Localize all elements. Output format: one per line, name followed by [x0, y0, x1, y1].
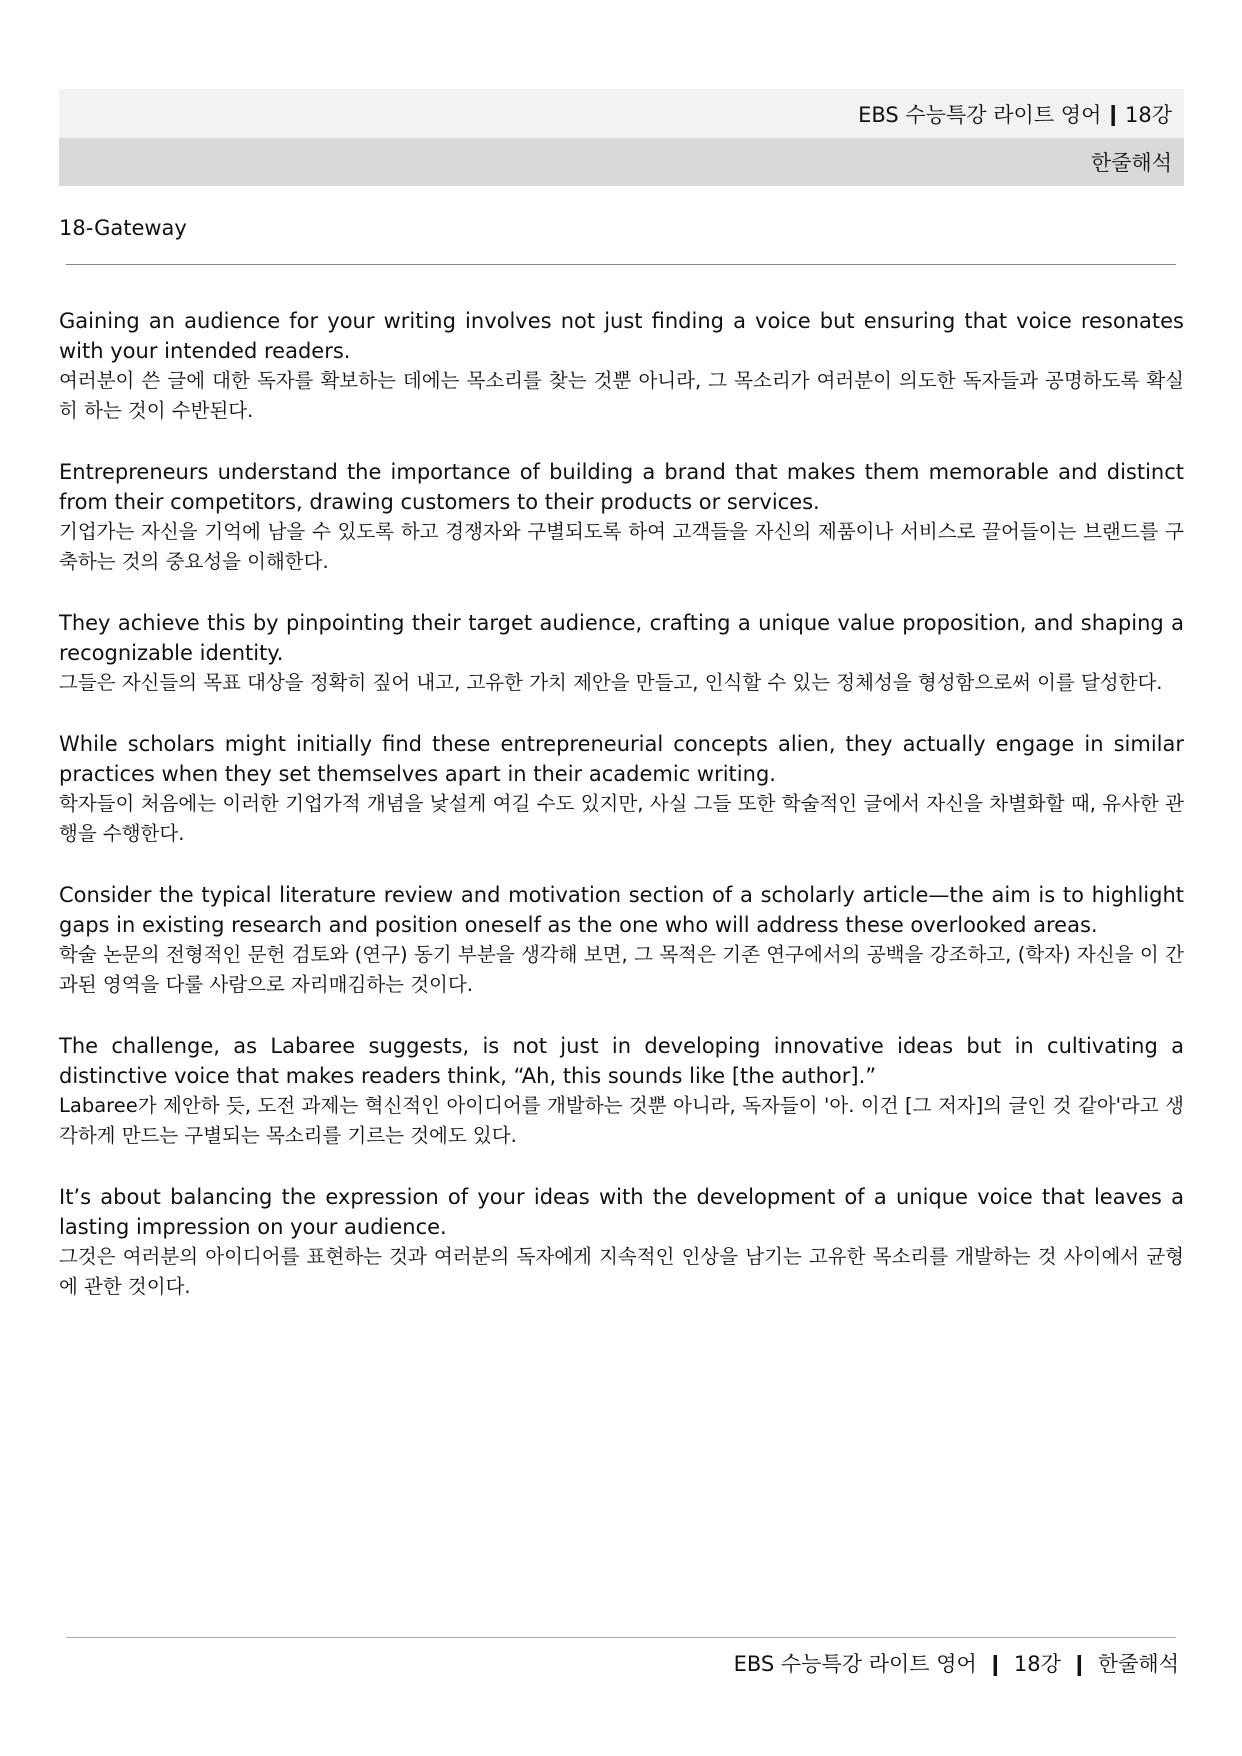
korean-translation-4: 학자들이 처음에는 이러한 기업가적 개념을 낯설게 여길 수도 있지만, 사실 그들 또한 학술적인 글에서 자신을 차별화할 때, 유사한 관행을 수행한다.: [59, 792, 1184, 845]
bottom-divider: [66, 1637, 1176, 1638]
header-lesson: 18강: [1124, 102, 1172, 127]
english-sentence-2: Entrepreneurs understand the importance of building a brand that makes them memorable and distinct from their competitors, drawing customers to their products or services.: [59, 460, 1184, 514]
korean-translation-2: 기업가는 자신을 기억에 남을 수 있도록 하고 경쟁자와 구별되도록 하여 고객들을 자신의 제품이나 서비스로 끌어들이는 브랜드를 구축하는 것의 중요성을 이해한다.: [59, 520, 1184, 573]
footer-separator-1: ❙: [986, 1652, 1005, 1676]
header-title-bar: [59, 89, 1184, 138]
footer-title: EBS 수능특강 라이트 영어: [733, 1652, 977, 1676]
english-sentence-3: They achieve this by pinpointing their target audience, crafting a unique value proposition, and shaping a recognizable identity.: [59, 611, 1184, 665]
paragraph-2: [59, 457, 1184, 577]
korean-translation-6: Labaree가 제안하 듯, 도전 과제는 혁신적인 아이디어를 개발하는 것뿐 아니라, 독자들이 '아. 이건 [그 저자]의 글인 것 같아'라고 생각하게 만드는 구별되는 목소리를 기르는 것에도 있다.: [59, 1094, 1184, 1147]
paragraph-1: [59, 306, 1184, 426]
header-separator: ❙: [1104, 101, 1122, 126]
footer-separator-2: ❙: [1070, 1652, 1089, 1676]
section-label: 18-Gateway: [59, 216, 187, 240]
page-footer: [734, 1648, 1179, 1678]
header-subtitle-bar: [59, 138, 1184, 186]
paragraph-3: [59, 608, 1184, 698]
content-body: [59, 306, 1184, 1333]
english-sentence-4: While scholars might initially find these entrepreneurial concepts alien, they actually engage in similar practices when they set themselves apart in their academic writing.: [59, 732, 1184, 786]
english-sentence-1: Gaining an audience for your writing involves not just finding a voice but ensuring that voice resonates with your intended readers.: [59, 309, 1184, 363]
footer-lesson: 18강: [1013, 1652, 1061, 1676]
top-divider: [66, 264, 1176, 265]
korean-translation-3: 그들은 자신들의 목표 대상을 정확히 짚어 내고, 고유한 가치 제안을 만들고, 인식할 수 있는 정체성을 형성함으로써 이를 달성한다.: [59, 671, 1163, 694]
paragraph-5: [59, 880, 1184, 1000]
korean-translation-5: 학술 논문의 전형적인 문헌 검토와 (연구) 동기 부분을 생각해 보면, 그 목적은 기존 연구에서의 공백을 강조하고, (학자) 자신을 이 간과된 영역을 다룰 사람으로 자리매김하는 것이다.: [59, 943, 1184, 996]
footer-subtitle: 한줄해석: [1097, 1652, 1179, 1676]
english-sentence-7: It’s about balancing the expression of your ideas with the development of a unique voice that leaves a lasting impression on your audience.: [59, 1185, 1184, 1239]
header-title: EBS 수능특강 라이트 영어: [858, 102, 1102, 127]
english-sentence-6: The challenge, as Labaree suggests, is not just in developing innovative ideas but in cultivating a distinctive voice that makes readers think, “Ah, this sounds like [the author].”: [59, 1034, 1184, 1088]
korean-translation-7: 그것은 여러분의 아이디어를 표현하는 것과 여러분의 독자에게 지속적인 인상을 남기는 고유한 목소리를 개발하는 것 사이에서 균형에 관한 것이다.: [59, 1245, 1184, 1298]
paragraph-4: [59, 729, 1184, 849]
korean-translation-1: 여러분이 쓴 글에 대한 독자를 확보하는 데에는 목소리를 찾는 것뿐 아니라, 그 목소리가 여러분이 의도한 독자들과 공명하도록 확실히 하는 것이 수반된다.: [59, 369, 1184, 422]
paragraph-6: [59, 1031, 1184, 1151]
english-sentence-5: Consider the typical literature review and motivation section of a scholarly article—the aim is to highlight gaps in existing research and position oneself as the one who will address these overlooked areas.: [59, 883, 1184, 937]
paragraph-7: [59, 1182, 1184, 1302]
header-subtitle: 한줄해석: [1090, 151, 1172, 175]
